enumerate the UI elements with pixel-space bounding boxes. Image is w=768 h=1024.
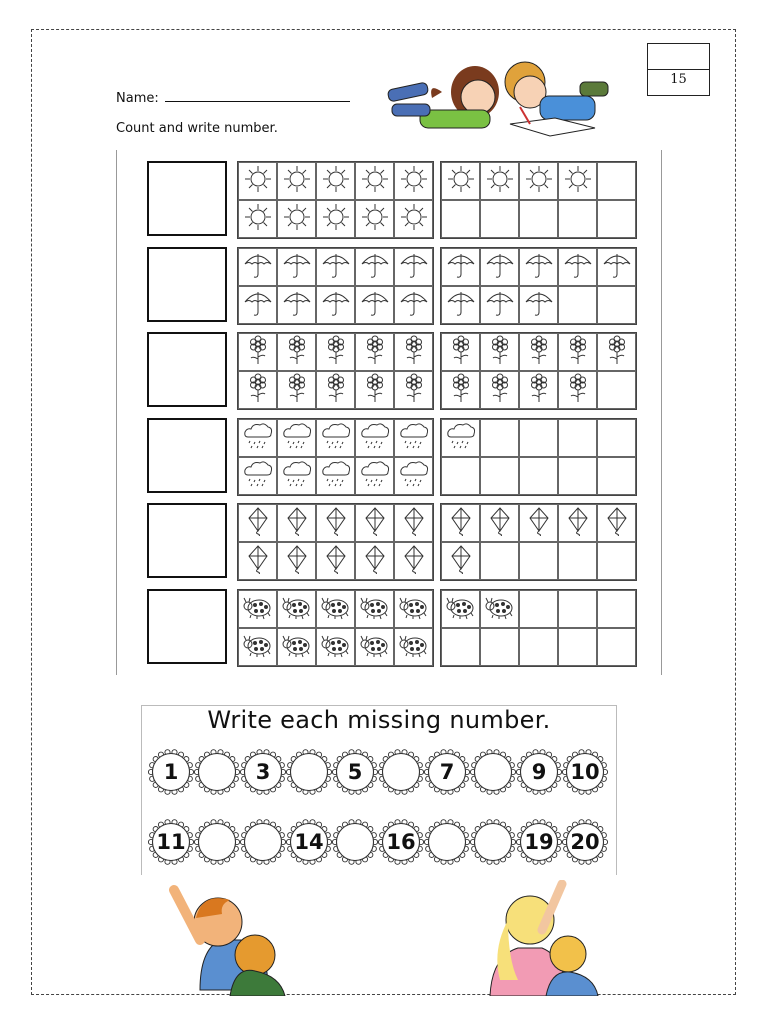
number-flower [562,749,608,795]
ladybug-icon [445,592,477,626]
ten-frame-cell [238,371,277,409]
umbrella-icon [320,288,352,322]
flower-icon [398,335,430,369]
ten-frame-cell [441,542,480,580]
ten-frame-cell [480,286,519,324]
ten-frame-cell [238,333,277,371]
ten-frame-cell [480,590,519,628]
ten-frame-cell [394,333,433,371]
ten-frame-cell [480,200,519,238]
ten-frame-cell [558,590,597,628]
ten-frame-cell [277,590,316,628]
rain-cloud-icon [398,421,430,455]
missing-number-flower[interactable] [378,749,424,795]
ten-frame-cell [277,200,316,238]
sun-icon [484,164,516,198]
kite-icon [281,506,313,540]
score-divider [648,69,709,70]
ten-frame-cell [480,419,519,457]
answer-box[interactable] [147,332,227,407]
ten-frame-cell [441,286,480,324]
ten-frame-cell [394,590,433,628]
sun-icon [359,202,391,236]
missing-number-flower[interactable] [286,749,332,795]
flower-number: 16 [386,830,416,854]
umbrella-icon [320,250,352,284]
ten-frame-cell [558,504,597,542]
ladybug-icon [242,592,274,626]
ten-frame-cell [597,286,636,324]
ladybug-icon [320,630,352,664]
flower-icon [523,335,555,369]
sun-icon [242,202,274,236]
number-flower [516,749,562,795]
number-flower [332,749,378,795]
ten-frame-cell [277,457,316,495]
ten-frame-grid [440,161,637,239]
flower-number [470,749,516,795]
ten-frame-cell [558,248,597,286]
umbrella-icon [523,250,555,284]
umbrella-icon [242,288,274,322]
boy-pointing-illustration [160,880,300,996]
flower-icon [523,373,555,407]
flower-number: 3 [255,760,271,784]
ladybug-icon [359,592,391,626]
ten-frame-grid [440,503,637,581]
kite-icon [398,544,430,578]
number-flower [148,819,194,865]
flower-number [332,819,378,865]
flower-icon [484,373,516,407]
kite-icon [445,544,477,578]
number-flower [424,749,470,795]
flower-number [240,819,286,865]
ten-frame-cell [558,457,597,495]
sun-icon [523,164,555,198]
ten-frame-cell [597,542,636,580]
ten-frame-cell [355,542,394,580]
flower-number: 10 [570,760,600,784]
ten-frame-cell [519,457,558,495]
kite-icon [398,506,430,540]
ten-frame-cell [394,628,433,666]
ten-frame-cell [558,419,597,457]
ten-frame-cell [519,504,558,542]
ten-frame-cell [597,333,636,371]
ten-frame-cell [355,248,394,286]
flower-number [194,819,240,865]
ten-frame-cell [394,248,433,286]
ten-frame-cell [519,419,558,457]
ten-frame-cell [316,419,355,457]
ten-frame-cell [277,333,316,371]
ladybug-icon [398,592,430,626]
flower-icon [398,373,430,407]
ten-frame-cell [394,162,433,200]
ten-frame-cell [519,248,558,286]
number-flower [562,819,608,865]
flower-icon [445,373,477,407]
ten-frame-cell [441,248,480,286]
ten-frame-cell [238,457,277,495]
ten-frame-cell [597,628,636,666]
ladybug-icon [359,630,391,664]
ten-frame-cell [558,200,597,238]
ten-frame-cell [519,542,558,580]
flower-icon [601,335,633,369]
rain-cloud-icon [242,421,274,455]
umbrella-icon [281,288,313,322]
ladybug-icon [320,592,352,626]
number-flower [240,749,286,795]
rain-cloud-icon [445,421,477,455]
ten-frame-cell [441,457,480,495]
missing-number-flower[interactable] [194,819,240,865]
number-flower [378,819,424,865]
ten-frame-cell [519,162,558,200]
flower-icon [281,335,313,369]
kite-icon [320,506,352,540]
ten-frame-cell [480,504,519,542]
answer-box[interactable] [147,418,227,493]
umbrella-icon [484,250,516,284]
flower-icon [359,373,391,407]
missing-number-flower[interactable] [424,819,470,865]
ten-frame-cell [519,200,558,238]
ten-frame-cell [441,333,480,371]
ten-frame-grid [237,418,434,496]
ten-frame-cell [355,162,394,200]
rain-cloud-icon [281,421,313,455]
ladybug-icon [281,630,313,664]
ten-frame-grid [237,503,434,581]
ten-frame-cell [394,200,433,238]
ten-frame-cell [480,162,519,200]
ten-frame-cell [316,248,355,286]
ten-frame-cell [394,504,433,542]
sun-icon [320,202,352,236]
ten-frame-cell [316,162,355,200]
umbrella-icon [398,288,430,322]
flower-number: 5 [347,760,363,784]
flower-icon [445,335,477,369]
ten-frame-cell [441,590,480,628]
ten-frame-cell [597,590,636,628]
ten-frame-cell [355,457,394,495]
missing-number-flower[interactable] [240,819,286,865]
ten-frame-cell [394,542,433,580]
ten-frame-cell [441,200,480,238]
missing-number-flower[interactable] [470,819,516,865]
ten-frame-grid [237,247,434,325]
kite-icon [320,544,352,578]
kite-icon [523,506,555,540]
missing-numbers-title: Write each missing number. [207,706,551,734]
sun-icon [562,164,594,198]
ladybug-icon [398,630,430,664]
name-blank-line[interactable] [165,89,350,102]
kite-icon [242,506,274,540]
ten-frame-cell [277,504,316,542]
rain-cloud-icon [359,421,391,455]
rain-cloud-icon [359,459,391,493]
ten-frame-cell [277,419,316,457]
ten-frame-cell [558,542,597,580]
ten-frame-cell [558,333,597,371]
ten-frame-cell [597,248,636,286]
ten-frame-cell [480,333,519,371]
ten-frame-cell [558,286,597,324]
missing-number-flower[interactable] [332,819,378,865]
flower-icon [562,335,594,369]
sun-icon [398,164,430,198]
ten-frame-cell [316,200,355,238]
flower-number [424,819,470,865]
ten-frame-cell [355,371,394,409]
ten-frame-grid [237,589,434,667]
ten-frame-cell [355,286,394,324]
ten-frame-cell [394,457,433,495]
umbrella-icon [445,288,477,322]
ten-frame-cell [355,419,394,457]
ten-frame-cell [394,419,433,457]
rain-cloud-icon [242,459,274,493]
flower-number: 11 [156,830,186,854]
flower-icon [359,335,391,369]
ten-frame-cell [355,590,394,628]
ten-frame-cell [316,457,355,495]
flower-number [470,819,516,865]
flower-number [194,749,240,795]
flower-icon [484,335,516,369]
ten-frame-cell [238,504,277,542]
ten-frame-grid [237,161,434,239]
ten-frame-cell [441,628,480,666]
ten-frame-cell [238,542,277,580]
ten-frame-cell [597,504,636,542]
rain-cloud-icon [398,459,430,493]
kite-icon [484,506,516,540]
umbrella-icon [523,288,555,322]
kite-icon [281,544,313,578]
ten-frame-cell [480,248,519,286]
score-box [647,43,710,96]
flower-icon [320,335,352,369]
number-flower [286,819,332,865]
ten-frame-cell [597,162,636,200]
ten-frame-cell [558,371,597,409]
ten-frame-cell [316,504,355,542]
missing-number-flower[interactable] [470,749,516,795]
ten-frame-cell [277,248,316,286]
flower-number: 19 [524,830,554,854]
ten-frame-cell [441,162,480,200]
ten-frame-cell [277,628,316,666]
ten-frame-cell [558,628,597,666]
missing-number-flower[interactable] [194,749,240,795]
flower-number [378,749,424,795]
sun-icon [398,202,430,236]
umbrella-icon [281,250,313,284]
ten-frame-grid [440,589,637,667]
flower-number: 20 [570,830,600,854]
ten-frame-cell [316,286,355,324]
kite-icon [359,506,391,540]
ten-frame-cell [394,286,433,324]
sun-icon [281,202,313,236]
flower-icon [281,373,313,407]
umbrella-icon [445,250,477,284]
ten-frame-cell [441,419,480,457]
ten-frame-cell [277,286,316,324]
sun-icon [242,164,274,198]
name-field[interactable] [116,89,350,106]
ten-frame-cell [480,457,519,495]
flower-number: 7 [439,760,455,784]
ten-frame-cell [441,371,480,409]
flower-icon [242,373,274,407]
rain-cloud-icon [281,459,313,493]
ten-frame-cell [558,162,597,200]
instruction-text: Count and write number. [116,121,278,136]
kids-reading-illustration [380,52,620,147]
ten-frame-cell [480,628,519,666]
ten-frame-cell [277,371,316,409]
umbrella-icon [484,288,516,322]
ladybug-icon [242,630,274,664]
ten-frame-cell [597,419,636,457]
flower-number: 9 [531,760,547,784]
ten-frame-cell [519,286,558,324]
ten-frame-cell [441,504,480,542]
number-flower [516,819,562,865]
ten-frame-grid [440,247,637,325]
sun-icon [320,164,352,198]
ten-frame-cell [238,200,277,238]
flower-number: 1 [163,760,179,784]
kite-icon [562,506,594,540]
ladybug-icon [281,592,313,626]
kite-icon [242,544,274,578]
kite-icon [445,506,477,540]
ten-frame-cell [316,371,355,409]
kite-icon [601,506,633,540]
ten-frame-cell [316,628,355,666]
umbrella-icon [359,288,391,322]
ten-frame-cell [238,419,277,457]
ladybug-icon [484,592,516,626]
ten-frame-cell [480,371,519,409]
ten-frame-cell [519,628,558,666]
ten-frame-grid [237,332,434,410]
umbrella-icon [359,250,391,284]
ten-frame-cell [316,590,355,628]
ten-frame-grid [440,418,637,496]
answer-box[interactable] [147,247,227,322]
umbrella-icon [398,250,430,284]
rain-cloud-icon [320,421,352,455]
flower-icon [242,335,274,369]
umbrella-icon [242,250,274,284]
answer-box[interactable] [147,503,227,578]
ten-frame-cell [355,504,394,542]
ten-frame-cell [238,628,277,666]
sun-icon [445,164,477,198]
ten-frame-cell [394,371,433,409]
ten-frame-cell [519,371,558,409]
ten-frame-cell [597,371,636,409]
ten-frame-cell [519,333,558,371]
girl-pointing-illustration [480,880,610,996]
ten-frame-cell [277,542,316,580]
ten-frame-cell [238,162,277,200]
ten-frame-cell [238,248,277,286]
number-flower [148,749,194,795]
ten-frame-cell [277,162,316,200]
ten-frame-cell [316,333,355,371]
rain-cloud-icon [320,459,352,493]
umbrella-icon [601,250,633,284]
ten-frame-cell [597,457,636,495]
umbrella-icon [562,250,594,284]
ten-frame-cell [480,542,519,580]
kite-icon [359,544,391,578]
ten-frame-cell [238,286,277,324]
answer-box[interactable] [147,161,227,236]
ten-frame-grid [440,332,637,410]
sun-icon [359,164,391,198]
ten-frame-cell [316,542,355,580]
flower-number [286,749,332,795]
name-label: Name: [116,91,159,106]
ten-frame-cell [597,200,636,238]
ten-frame-cell [355,333,394,371]
sun-icon [281,164,313,198]
ten-frame-cell [355,628,394,666]
flower-number: 14 [294,830,324,854]
flower-icon [562,373,594,407]
flower-icon [320,373,352,407]
ten-frame-cell [519,590,558,628]
ten-frame-cell [355,200,394,238]
ten-frame-cell [238,590,277,628]
answer-box[interactable] [147,589,227,664]
score-value: 15 [670,72,687,87]
